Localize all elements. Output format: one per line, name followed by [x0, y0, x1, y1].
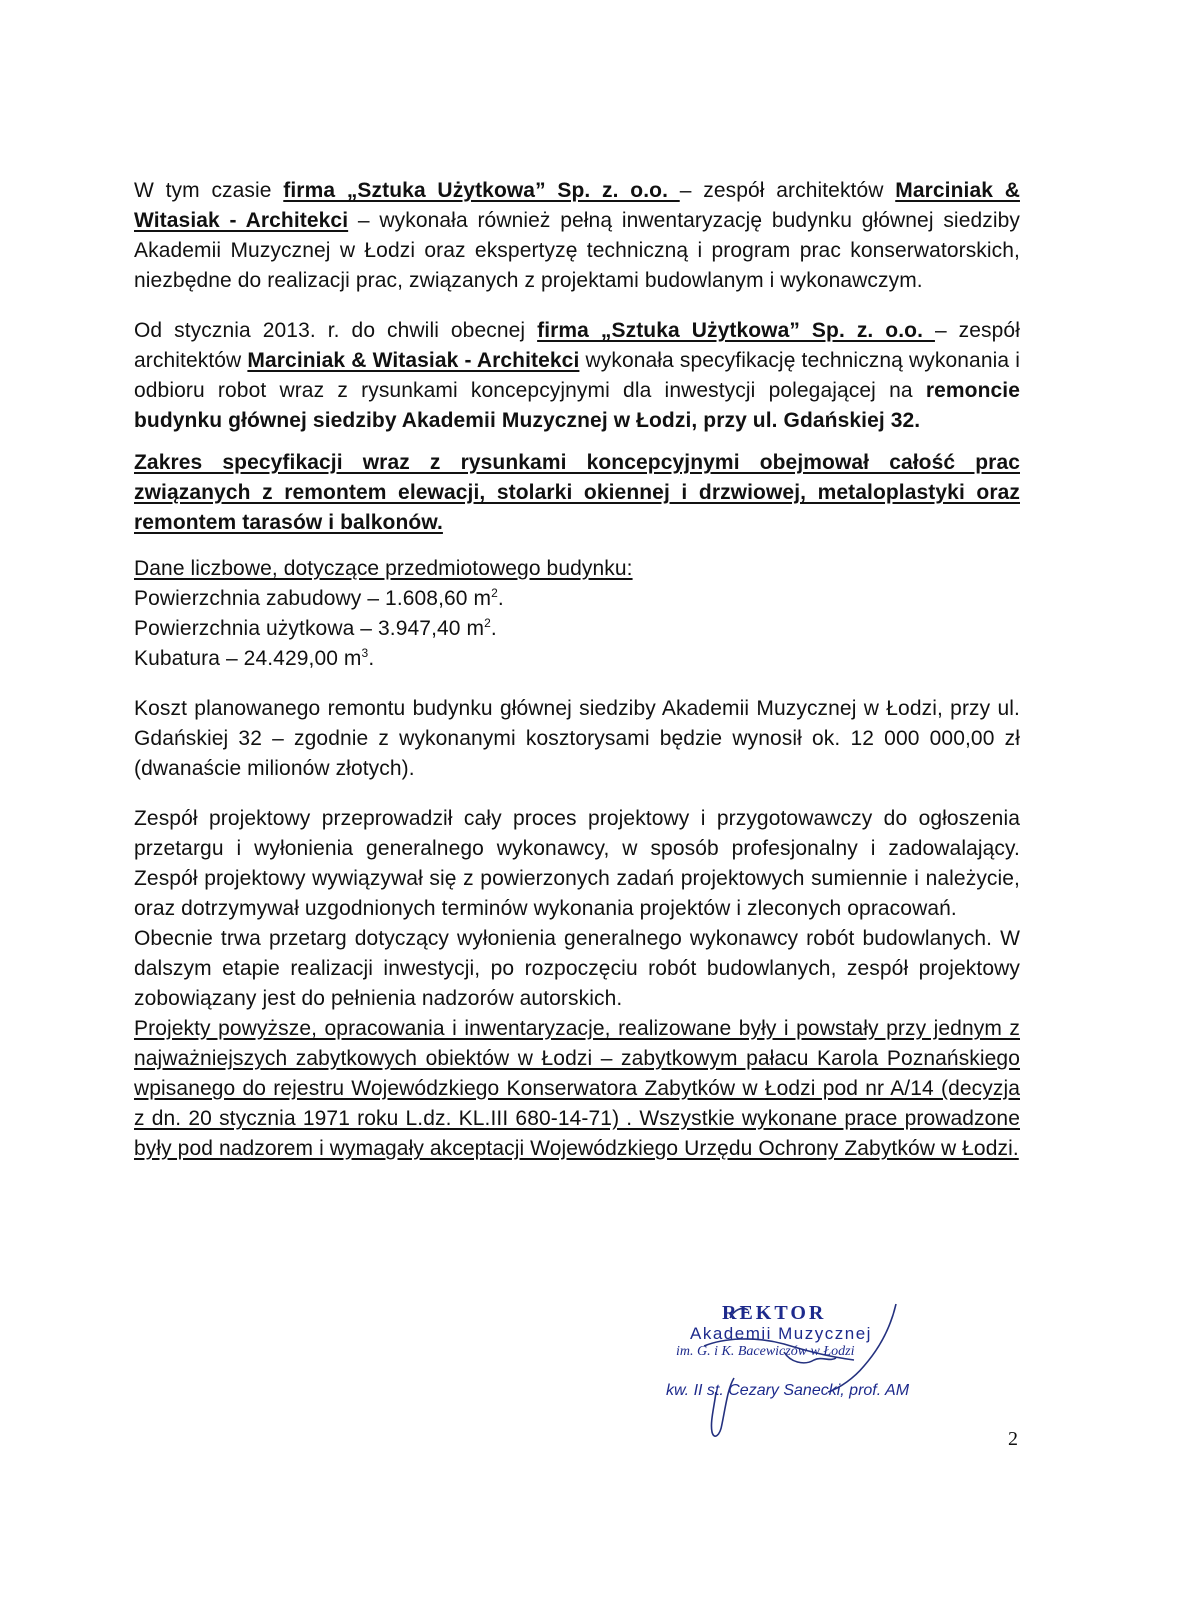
building-data-block	[134, 554, 1020, 674]
investment-name: remoncie budynku głównej siedziby Akademii Muzycznej w Łodzi, przy ul. Gdańskiej 32.	[134, 379, 1020, 432]
architects-name: Marciniak & Witasiak - Architekci	[247, 349, 580, 372]
paragraph-cost: Koszt planowanego remontu budynku głównej siedziby Akademii Muzycznej w Łodzi, przy ul. Gdańskiej 32 – zgodnie z wykonanymi kosztorysami będzie wynosił ok. 12 000 000,00 zł (dwanaście milionów złotych).	[134, 697, 1020, 780]
text-run: – wykonała również pełną inwentaryzację budynku głównej siedziby Akademii Muzycznej w Łodzi oraz ekspertyzę techniczną i program prac konserwatorskich, niezbędne do realizacji prac, związanych z projektami budowlanym i wykonawczym.	[134, 209, 1021, 292]
letter-body	[134, 176, 1020, 1164]
text-run: wykonała specyfikację techniczną wykonania i odbioru robot wraz z rysunkami koncepcyjnymi dla inwestycji polegającej na	[134, 349, 1020, 402]
rector-stamp	[664, 1300, 924, 1450]
paragraph-team: Zespół projektowy przeprowadził cały proces projektowy i przygotowawczy do ogłoszenia przetargu i wyłonienia generalnego wykonawcy, w sposób profesjonalny i zadowalający. Zespół projektowy wywiązywał się z powierzonych zadań projektowych sumiennie i należycie, oraz dotrzymywał uzgodnionych terminów wykonania projektów i zleconych opracowań.	[134, 807, 1020, 920]
company-name: firma „Sztuka Użytkowa” Sp. z. o.o.	[537, 319, 935, 342]
page-number: 2	[1008, 1428, 1018, 1450]
building-area-line	[134, 584, 1020, 614]
text-run: Od stycznia 2013. r. do chwili obecnej	[134, 319, 538, 342]
paragraph-inventory	[134, 176, 1020, 296]
company-name: firma „Sztuka Użytkowa” Sp. z. o.o.	[283, 179, 680, 202]
paragraph-tender: Obecnie trwa przetarg dotyczący wyłonienia generalnego wykonawcy robót budowlanych. W dalszym etapie realizacji inwestycji, po rozpoczęciu robót budowlanych, zespół projektowy zobowiązany jest do pełnienia nadzorów autorskich.	[134, 927, 1020, 1010]
paragraph-monument: Projekty powyższe, opracowania i inwentaryzacje, realizowane były i powstały przy jednym z najważniejszych zabytkowych obiektów w Łodzi – zabytkowym pałacu Karola Poznańskiego wpisanego do rejestru Wojewódzkiego Konserwatora Zabytków w Łodzi pod nr A/14 (decyzja z dn. 20 stycznia 1971 roku L.dz. KL.III 680-14-71) . Wszystkie wykonane prace prowadzone były pod nadzorem i wymagały akceptacji Wojewódzkiego Urzędu Ochrony Zabytków w Łodzi.	[134, 1017, 1020, 1160]
volume-line	[134, 644, 1020, 674]
superscript: 2	[491, 586, 498, 600]
text-run: – zespół architektów	[134, 319, 1020, 372]
text-run: .	[497, 587, 504, 610]
paragraph-scope: Zakres specyfikacji wraz z rysunkami koncepcyjnymi obejmował całość prac związanych z remontem elewacji, stolarki okiennej i drzwiowej, metaloplastyki oraz remontem tarasów i balkonów.	[134, 451, 1020, 534]
text-run: W tym czasie	[134, 179, 284, 202]
text-run: Kubatura – 24.429,00 m	[134, 647, 362, 670]
superscript: 3	[361, 646, 369, 660]
paragraph-specification	[134, 316, 1020, 436]
usable-area-line	[134, 614, 1020, 644]
architects-name: Marciniak & Witasiak - Architekci	[134, 179, 1020, 232]
superscript: 2	[484, 616, 491, 630]
text-run: .	[368, 647, 375, 670]
stamp-institution: Akademii Muzycznej	[690, 1324, 872, 1343]
stamp-signatory: kw. II st. Cezary Sanecki, prof. AM	[666, 1382, 910, 1399]
building-data-heading: Dane liczbowe, dotyczące przedmiotowego budynku:	[134, 557, 633, 580]
text-run: .	[490, 617, 497, 640]
stamp-patrons: im. G. i K. Bacewiczów w Łodzi	[676, 1344, 855, 1359]
text-run: Powierzchnia użytkowa – 3.947,40 m	[134, 617, 485, 640]
text-run: Powierzchnia zabudowy – 1.608,60 m	[134, 587, 492, 610]
text-run: – zespół architektów	[679, 179, 896, 202]
stamp-title: REKTOR	[722, 1302, 827, 1324]
